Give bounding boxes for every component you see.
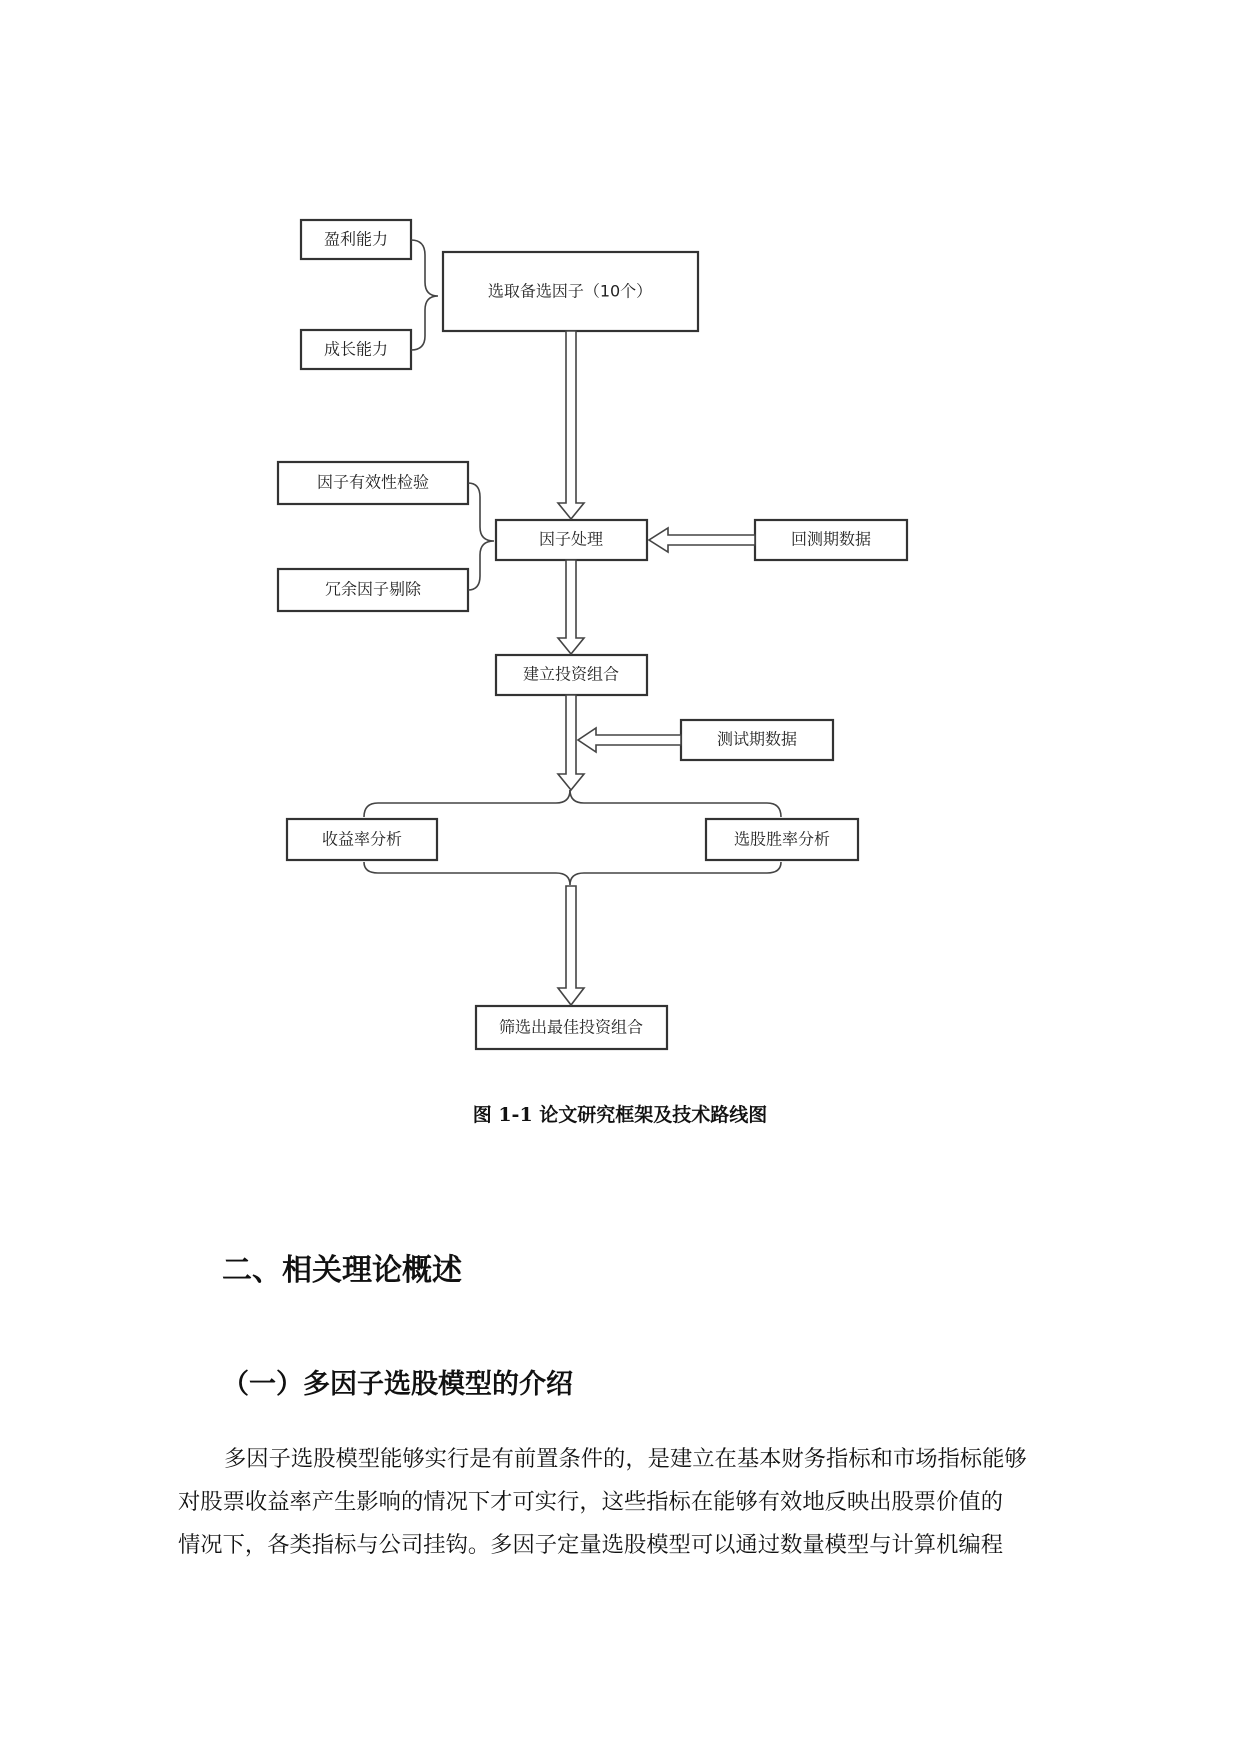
node-test-data (681, 720, 833, 760)
arrow-merge-to-best (558, 886, 584, 1005)
arrow-select-to-process (558, 331, 584, 519)
section-heading: 二、相关理论概述 (222, 1253, 462, 1288)
node-select-label: 选取备选因子（10个） (487, 281, 653, 301)
node-backtest-label: 回测期数据 (790, 529, 872, 549)
node-winrate-label: 选股胜率分析 (733, 829, 831, 849)
paragraph-line: 对股票收益率产生影响的情况下才可实行，这些指标在能够有效地反映出股票价值的 (178, 1489, 1003, 1515)
arrow-testdata-to-flow (578, 728, 681, 752)
brace-split (364, 790, 570, 817)
arrow-process-to-build (558, 560, 584, 654)
body-paragraph (178, 1438, 1118, 1567)
arrow-backtest-to-process (649, 528, 755, 552)
node-validity (278, 462, 468, 504)
node-redundant (278, 569, 468, 611)
node-growth (301, 330, 411, 369)
node-build-portfolio (496, 655, 647, 695)
node-process-label: 因子处理 (538, 529, 604, 549)
node-testdata-label: 测试期数据 (716, 729, 798, 749)
node-growth-label: 成长能力 (323, 339, 389, 359)
arrow-build-to-split (558, 695, 584, 790)
node-process (496, 520, 647, 560)
node-build-label: 建立投资组合 (522, 664, 620, 684)
paragraph-line: 多因子选股模型能够实行是有前置条件的，是建立在基本财务指标和市场指标能够 (224, 1446, 1027, 1472)
brace-left-top (411, 240, 438, 350)
brace-merge (364, 862, 781, 885)
node-winrate-analysis (706, 819, 858, 860)
node-return-label: 收益率分析 (321, 829, 403, 849)
node-redundant-label: 冗余因子剔除 (324, 579, 422, 599)
node-profit-label: 盈利能力 (323, 229, 389, 249)
paragraph-line: 情况下，各类指标与公司挂钩。多因子定量选股模型可以通过数量模型与计算机编程 (178, 1532, 1003, 1558)
subsection-heading: （一）多因子选股模型的介绍 (222, 1369, 573, 1400)
brace-split-right (570, 790, 781, 817)
node-validity-label: 因子有效性检验 (316, 472, 430, 492)
figure-caption: 图 1-1 论文研究框架及技术路线图 (472, 1104, 768, 1126)
node-best-label: 筛选出最佳投资组合 (498, 1017, 644, 1037)
node-best-portfolio (476, 1006, 667, 1049)
node-select-factors (443, 252, 698, 331)
node-backtest-data (755, 520, 907, 560)
node-return-analysis (287, 819, 437, 860)
node-profit (301, 220, 411, 259)
brace-left-middle (468, 483, 494, 590)
